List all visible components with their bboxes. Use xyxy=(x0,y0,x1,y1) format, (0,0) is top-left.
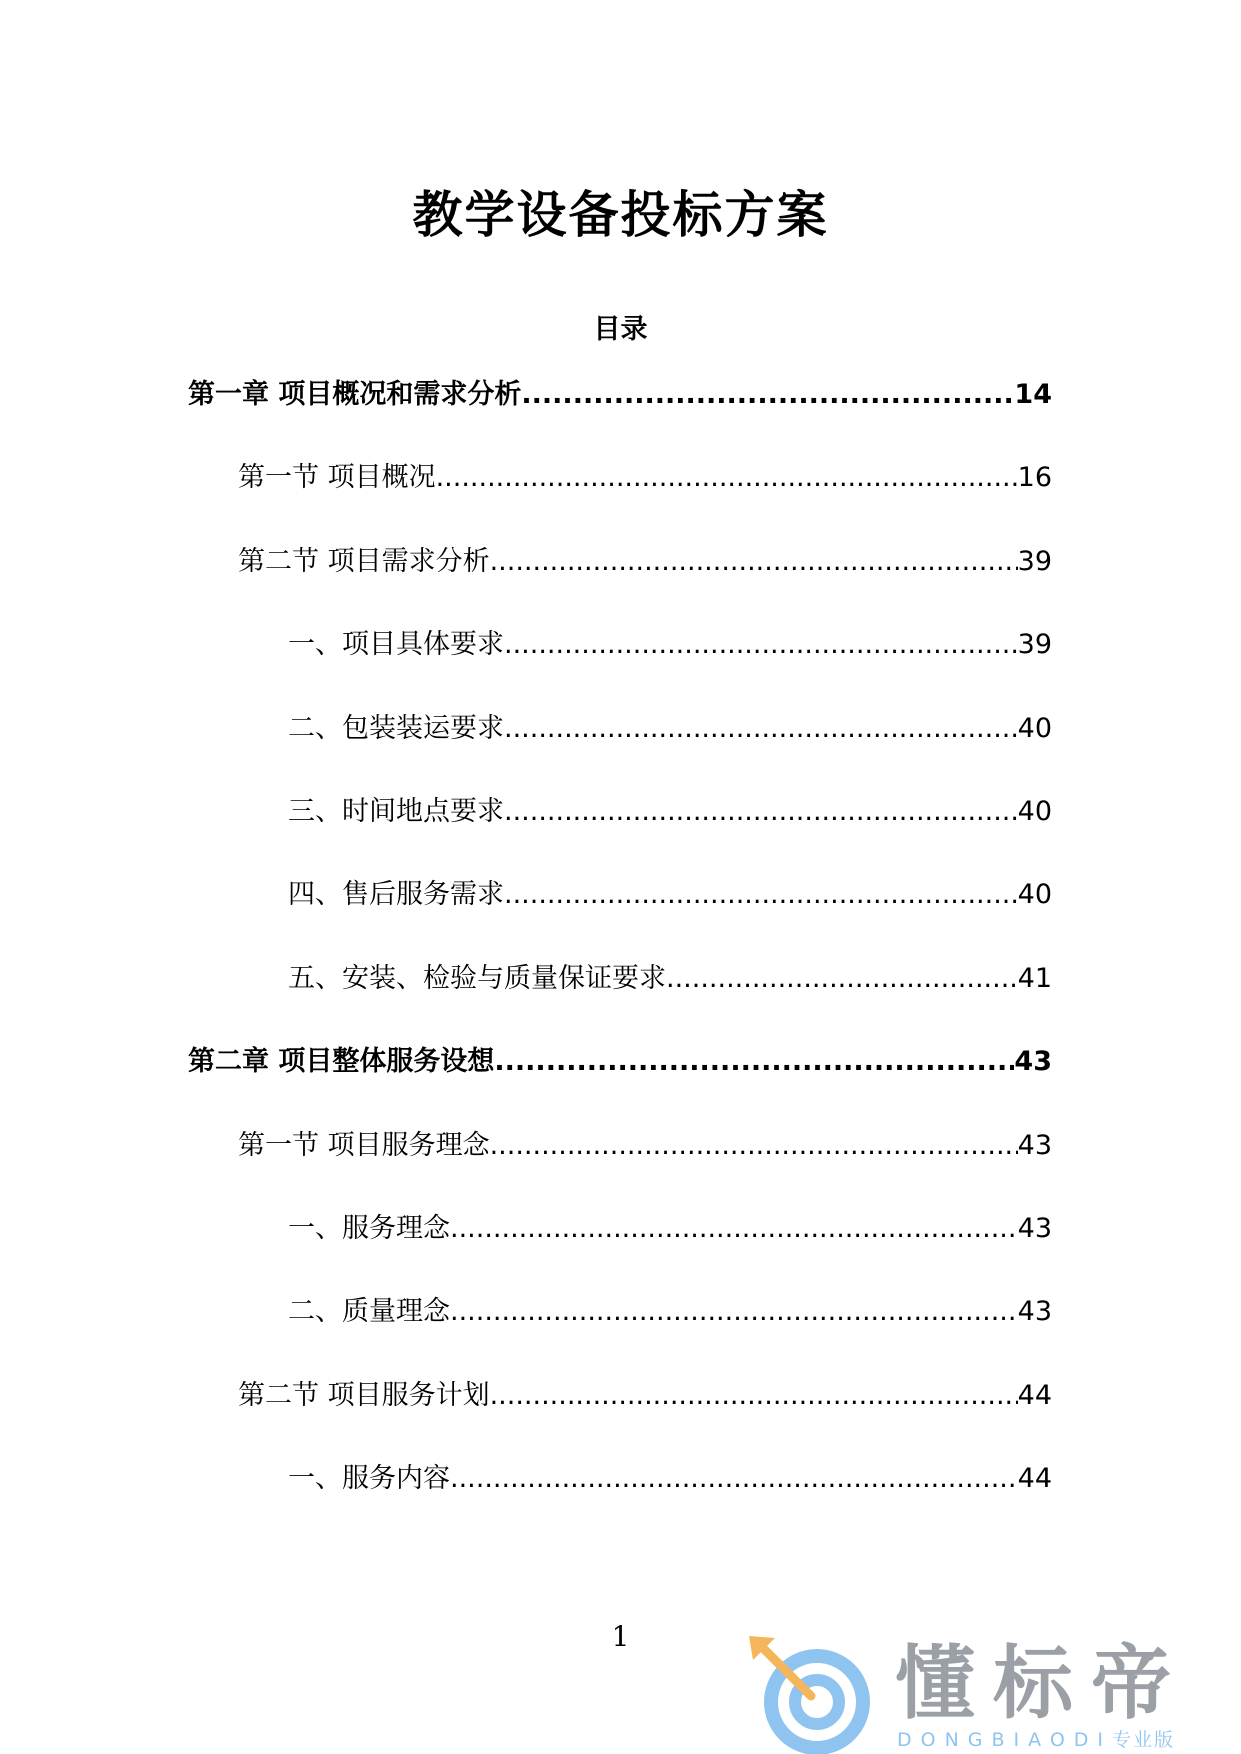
toc-entry[interactable] xyxy=(288,1459,1052,1499)
toc-entry-label: 二、质量理念 xyxy=(288,1296,450,1328)
toc-entry[interactable] xyxy=(238,458,1052,498)
toc-entry-label: 一、服务内容 xyxy=(288,1463,450,1495)
toc-entry-page: 43 xyxy=(1017,1296,1052,1328)
toc-entry-page: 44 xyxy=(1017,1463,1052,1495)
toc-dot-leader xyxy=(450,1209,1018,1249)
toc-entry-label: 第二节 项目需求分析 xyxy=(238,545,490,577)
watermark-latin: DONGBIAODI xyxy=(897,1729,1113,1751)
toc-entry[interactable] xyxy=(188,375,1052,415)
toc-dot-leader xyxy=(436,458,1018,498)
toc-dot-leader xyxy=(504,709,1018,749)
toc-entry-label: 第一节 项目概况 xyxy=(238,462,436,494)
watermark-edition: 专业版 xyxy=(1112,1729,1176,1751)
toc-entry-label: 二、包装装运要求 xyxy=(288,712,504,744)
toc-entry[interactable] xyxy=(238,542,1052,582)
toc-entry-label: 第一节 项目服务理念 xyxy=(238,1129,490,1161)
document-title: 教学设备投标方案 xyxy=(412,186,829,244)
toc-dot-leader xyxy=(450,1459,1018,1499)
watermark-logo xyxy=(745,1636,1241,1754)
toc-entry[interactable] xyxy=(288,1292,1052,1332)
toc-entry-page: 43 xyxy=(1017,1129,1052,1161)
toc-entry-page: 14 xyxy=(1014,379,1052,410)
toc-dot-leader xyxy=(450,1292,1018,1332)
toc-entry-page: 43 xyxy=(1014,1046,1052,1078)
toc-dot-leader xyxy=(666,959,1018,999)
target-arrow-icon xyxy=(745,1636,895,1754)
toc-entry-page: 41 xyxy=(1017,962,1052,994)
toc-dot-leader xyxy=(521,375,1014,415)
toc-entry-page: 44 xyxy=(1017,1379,1052,1411)
toc-dot-leader xyxy=(490,542,1018,582)
toc-entry[interactable] xyxy=(288,959,1052,999)
toc-entry-page: 39 xyxy=(1017,629,1052,661)
toc-entry-label: 第一章 项目概况和需求分析 xyxy=(188,379,522,410)
toc-entry[interactable] xyxy=(288,1209,1052,1249)
toc-entry-label: 五、安装、检验与质量保证要求 xyxy=(288,962,666,994)
toc-dot-leader xyxy=(490,1126,1018,1166)
toc-entry-label: 四、售后服务需求 xyxy=(288,879,504,911)
toc-entry-page: 43 xyxy=(1017,1213,1052,1244)
toc-entry[interactable] xyxy=(288,709,1052,749)
toc-entry-label: 一、项目具体要求 xyxy=(288,629,504,661)
toc-entry[interactable] xyxy=(238,1126,1052,1166)
toc-entry-label: 第二节 项目服务计划 xyxy=(238,1379,490,1411)
toc-entry[interactable] xyxy=(188,1042,1052,1082)
toc-entry-label: 一、服务理念 xyxy=(288,1213,450,1244)
watermark-subtitle xyxy=(897,1728,1175,1752)
page-number: 1 xyxy=(611,1620,630,1653)
toc-heading: 目录 xyxy=(593,314,648,345)
toc-dot-leader xyxy=(494,1042,1014,1082)
toc-entry[interactable] xyxy=(288,875,1052,915)
toc-entry-label: 三、时间地点要求 xyxy=(288,796,504,827)
toc-entry[interactable] xyxy=(288,625,1052,665)
toc-entry-page: 39 xyxy=(1017,545,1052,577)
toc-entry[interactable] xyxy=(288,792,1052,832)
toc-entry[interactable] xyxy=(238,1376,1052,1416)
toc-entry-label: 第二章 项目整体服务设想 xyxy=(188,1046,495,1078)
watermark-brand: 懂标帝 xyxy=(895,1637,1189,1730)
toc-entry-page: 16 xyxy=(1017,462,1052,494)
toc-entry-page: 40 xyxy=(1017,712,1052,744)
toc-dot-leader xyxy=(504,625,1018,665)
toc-dot-leader xyxy=(504,875,1018,915)
toc-dot-leader xyxy=(490,1376,1018,1416)
toc-entry-page: 40 xyxy=(1017,796,1052,827)
toc-dot-leader xyxy=(504,792,1018,832)
toc-entry-page: 40 xyxy=(1017,879,1052,911)
